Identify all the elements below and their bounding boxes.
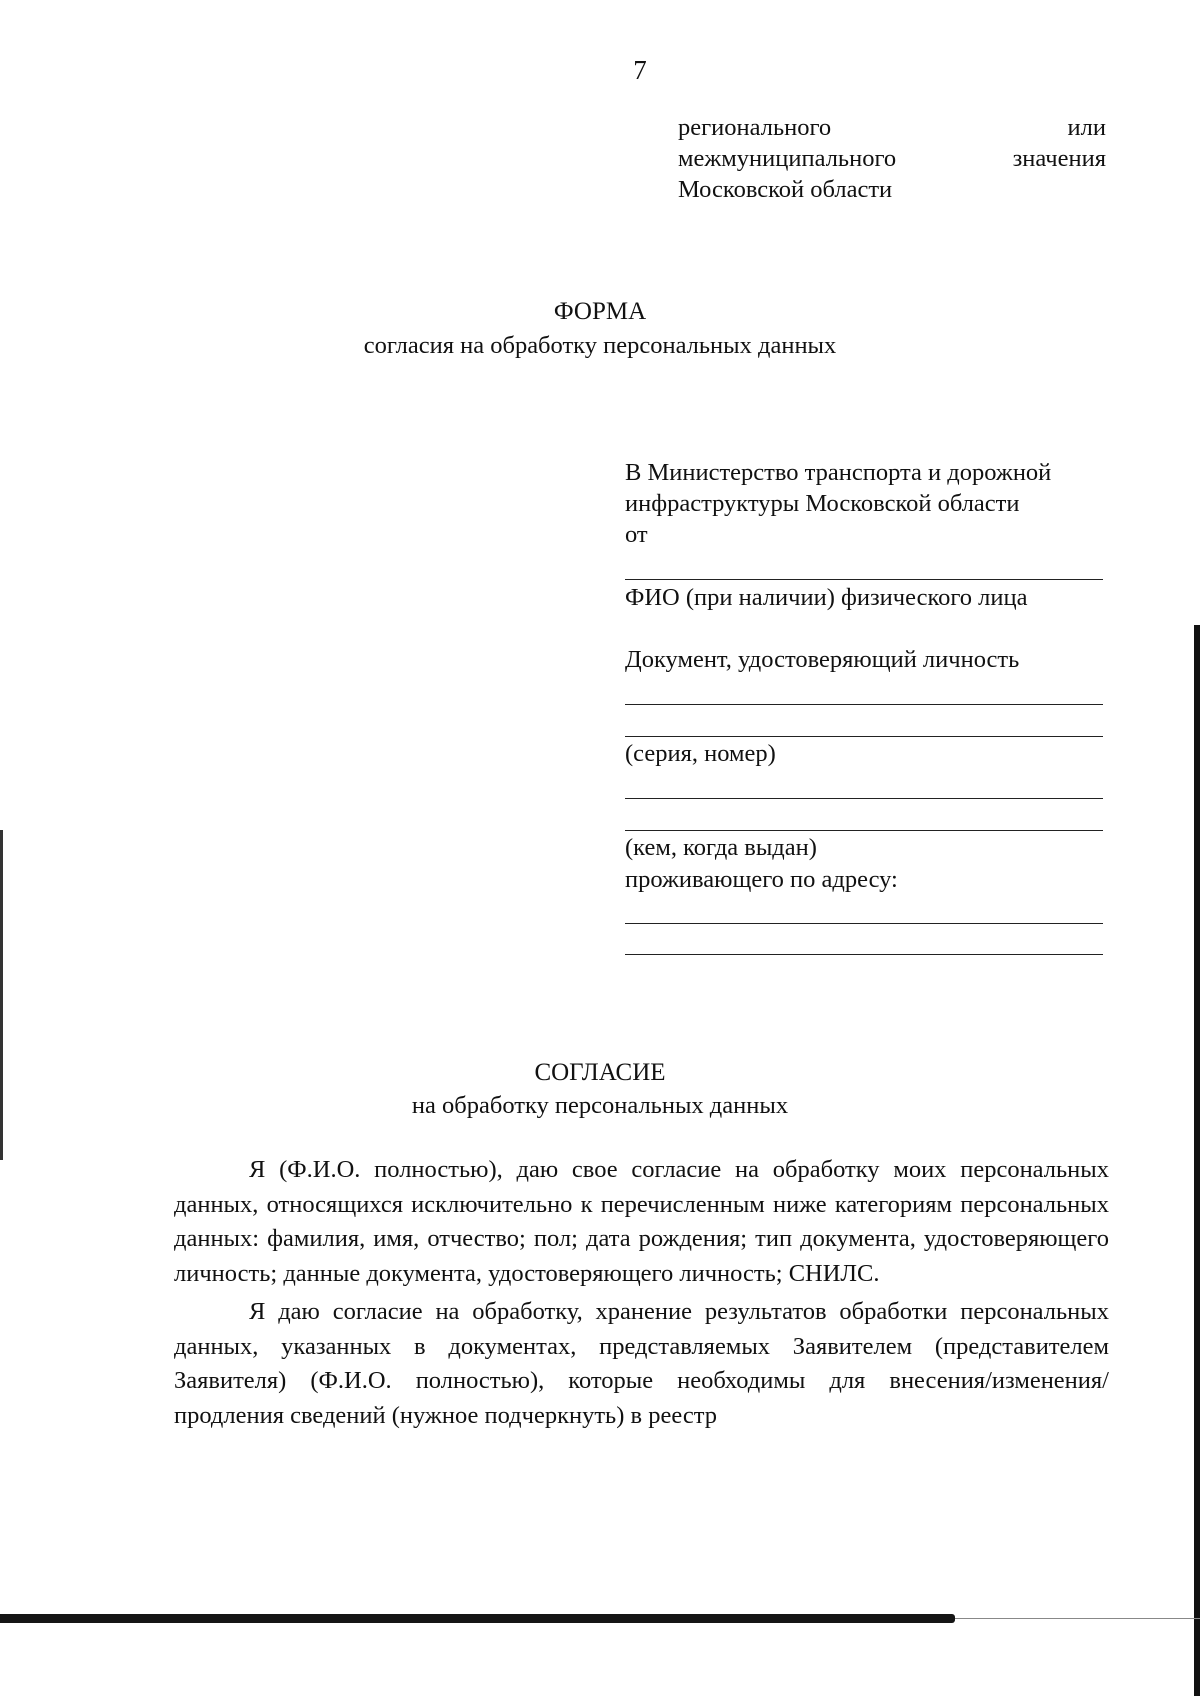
page-number: 7 — [633, 55, 647, 85]
series-blank-line — [625, 830, 1103, 831]
document-blank-line — [625, 736, 1103, 737]
addressee-line: В Министерство транспорта и дорожной — [625, 459, 1052, 486]
scan-bar-bottom — [0, 1614, 955, 1623]
header-line — [678, 143, 1106, 174]
consent-subtitle: на обработку персональных данных — [411, 1092, 789, 1119]
header-word: Московской области — [678, 176, 893, 203]
fio-blank-line — [625, 579, 1103, 580]
header-line — [678, 174, 1106, 205]
address-blank-line — [625, 923, 1103, 924]
addressee-line: от — [625, 521, 648, 548]
issued-label: (кем, когда выдан) — [625, 834, 817, 861]
consent-body — [174, 1153, 1109, 1434]
header-word: или — [1067, 114, 1106, 141]
document-label: Документ, удостоверяющий личность — [625, 646, 1020, 673]
header-line — [678, 112, 1106, 143]
addressee-line: инфраструктуры Московской области — [625, 490, 1020, 517]
address-blank-line — [625, 954, 1103, 955]
consent-title: СОГЛАСИЕ — [534, 1059, 666, 1086]
form-subtitle: согласия на обработку персональных данных — [363, 332, 837, 359]
consent-paragraph: Я (Ф.И.О. полностью), даю свое согласие на обработку моих персональных данных, относящихся исключительно к перечисленным ниже категориям персональных данных: фамилия, имя, отчество; пол; дата рождения; тип документа, удостоверяющего личность; данные документа, удостоверяющего личность; СНИЛС. — [174, 1156, 1109, 1288]
header-word: межмуниципального — [678, 145, 897, 172]
addressee-block — [625, 457, 1115, 550]
scan-edge-right — [1194, 625, 1200, 1696]
series-blank-line — [625, 798, 1103, 799]
address-label: проживающего по адресу: — [625, 866, 898, 893]
header-block — [678, 112, 1106, 205]
header-word: значения — [1012, 145, 1106, 172]
scan-bar-bottom-tail — [955, 1618, 1200, 1619]
fio-label: ФИО (при наличии) физического лица — [625, 584, 1028, 611]
form-title: ФОРМА — [553, 298, 647, 325]
consent-paragraph: Я даю согласие на обработку, хранение результатов обработки персональных данных, указанных в документах, представляемых Заявителем (представителем Заявителя) (Ф.И.О. полностью), которые необходимы для внесения/изменения/продления сведений (нужное подчеркнуть) в реестр — [174, 1297, 1109, 1429]
header-word: регионального — [678, 114, 832, 141]
document-blank-line — [625, 704, 1103, 705]
series-label: (серия, номер) — [625, 740, 776, 767]
